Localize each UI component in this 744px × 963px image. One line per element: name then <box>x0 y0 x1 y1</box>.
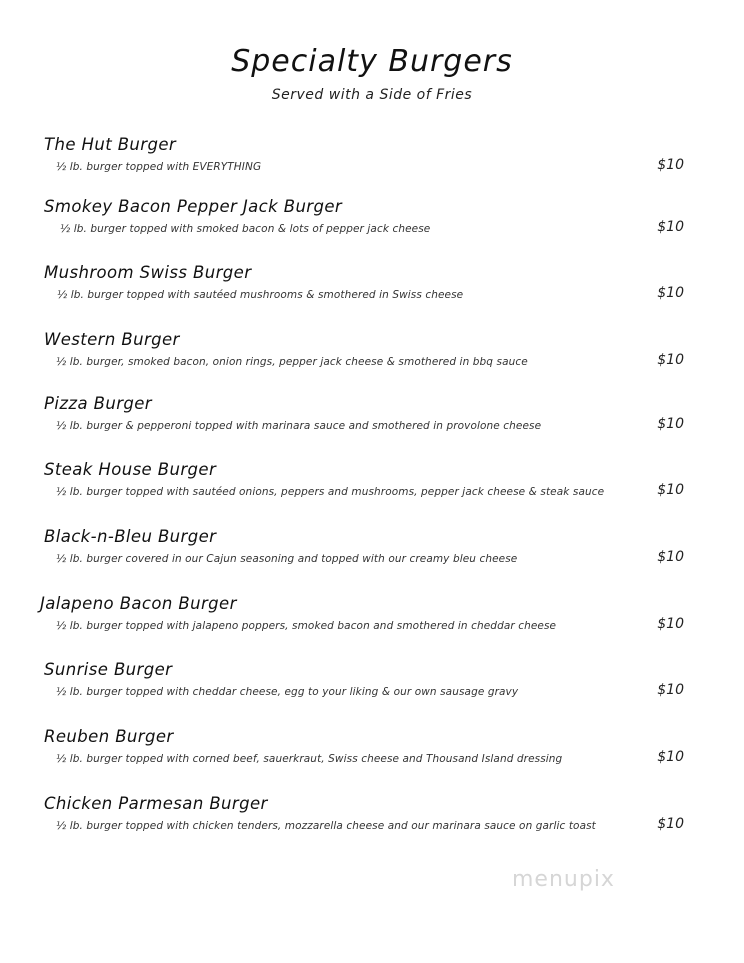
item-description: ½ lb. burger, smoked bacon, onion rings, pepper jack cheese & smothered in bbq sauce <box>56 356 528 368</box>
item-price: $10 <box>657 749 684 765</box>
item-price: $10 <box>657 682 684 698</box>
menu-item <box>0 263 744 313</box>
item-name: Smokey Bacon Pepper Jack Burger <box>44 197 343 216</box>
item-price: $10 <box>657 482 684 498</box>
item-price: $10 <box>657 157 684 173</box>
item-description: ½ lb. burger topped with corned beef, sauerkraut, Swiss cheese and Thousand Island dressing <box>56 753 563 765</box>
item-description: ½ lb. burger topped with jalapeno poppers, smoked bacon and smothered in cheddar cheese <box>56 620 557 632</box>
menu-item <box>0 460 744 510</box>
item-name: Sunrise Burger <box>44 660 173 679</box>
menu-item <box>0 527 744 577</box>
item-description: ½ lb. burger topped with sautéed mushrooms & smothered in Swiss cheese <box>57 289 464 301</box>
item-name: The Hut Burger <box>44 135 177 154</box>
menu-title: Specialty Burgers <box>231 44 513 79</box>
menu-item <box>0 330 744 380</box>
menu-item <box>0 660 744 710</box>
menu-subtitle: Served with a Side of Fries <box>271 87 473 103</box>
menu-item <box>0 197 744 247</box>
item-description: ½ lb. burger topped with smoked bacon & lots of pepper jack cheese <box>60 223 431 235</box>
menupix-watermark: menupix <box>512 867 615 892</box>
item-price: $10 <box>657 816 684 832</box>
menu-item <box>0 594 744 644</box>
item-description: ½ lb. burger covered in our Cajun seasoning and topped with our creamy bleu cheese <box>56 553 518 565</box>
item-description: ½ lb. burger topped with chicken tenders, mozzarella cheese and our marinara sauce on garlic toast <box>56 820 596 832</box>
menu-item <box>0 135 744 185</box>
item-price: $10 <box>657 616 684 632</box>
menu-item <box>0 727 744 777</box>
item-price: $10 <box>657 285 684 301</box>
item-name: Mushroom Swiss Burger <box>44 263 252 282</box>
menu-item <box>0 794 744 844</box>
item-name: Pizza Burger <box>44 394 152 413</box>
item-price: $10 <box>657 416 684 432</box>
item-price: $10 <box>657 352 684 368</box>
item-description: ½ lb. burger topped with sautéed onions, peppers and mushrooms, pepper jack cheese & steak sauce <box>56 486 605 498</box>
item-description: ½ lb. burger & pepperoni topped with marinara sauce and smothered in provolone cheese <box>56 420 542 432</box>
item-name: Black-n-Bleu Burger <box>44 527 217 546</box>
item-name: Chicken Parmesan Burger <box>44 794 268 813</box>
item-name: Jalapeno Bacon Burger <box>40 594 237 613</box>
item-price: $10 <box>657 219 684 235</box>
item-name: Reuben Burger <box>44 727 174 746</box>
item-name: Western Burger <box>44 330 180 349</box>
item-name: Steak House Burger <box>44 460 217 479</box>
item-description: ½ lb. burger topped with EVERYTHING <box>56 161 262 173</box>
item-price: $10 <box>657 549 684 565</box>
item-description: ½ lb. burger topped with cheddar cheese, egg to your liking & our own sausage gravy <box>56 686 519 698</box>
menu-item <box>0 394 744 444</box>
